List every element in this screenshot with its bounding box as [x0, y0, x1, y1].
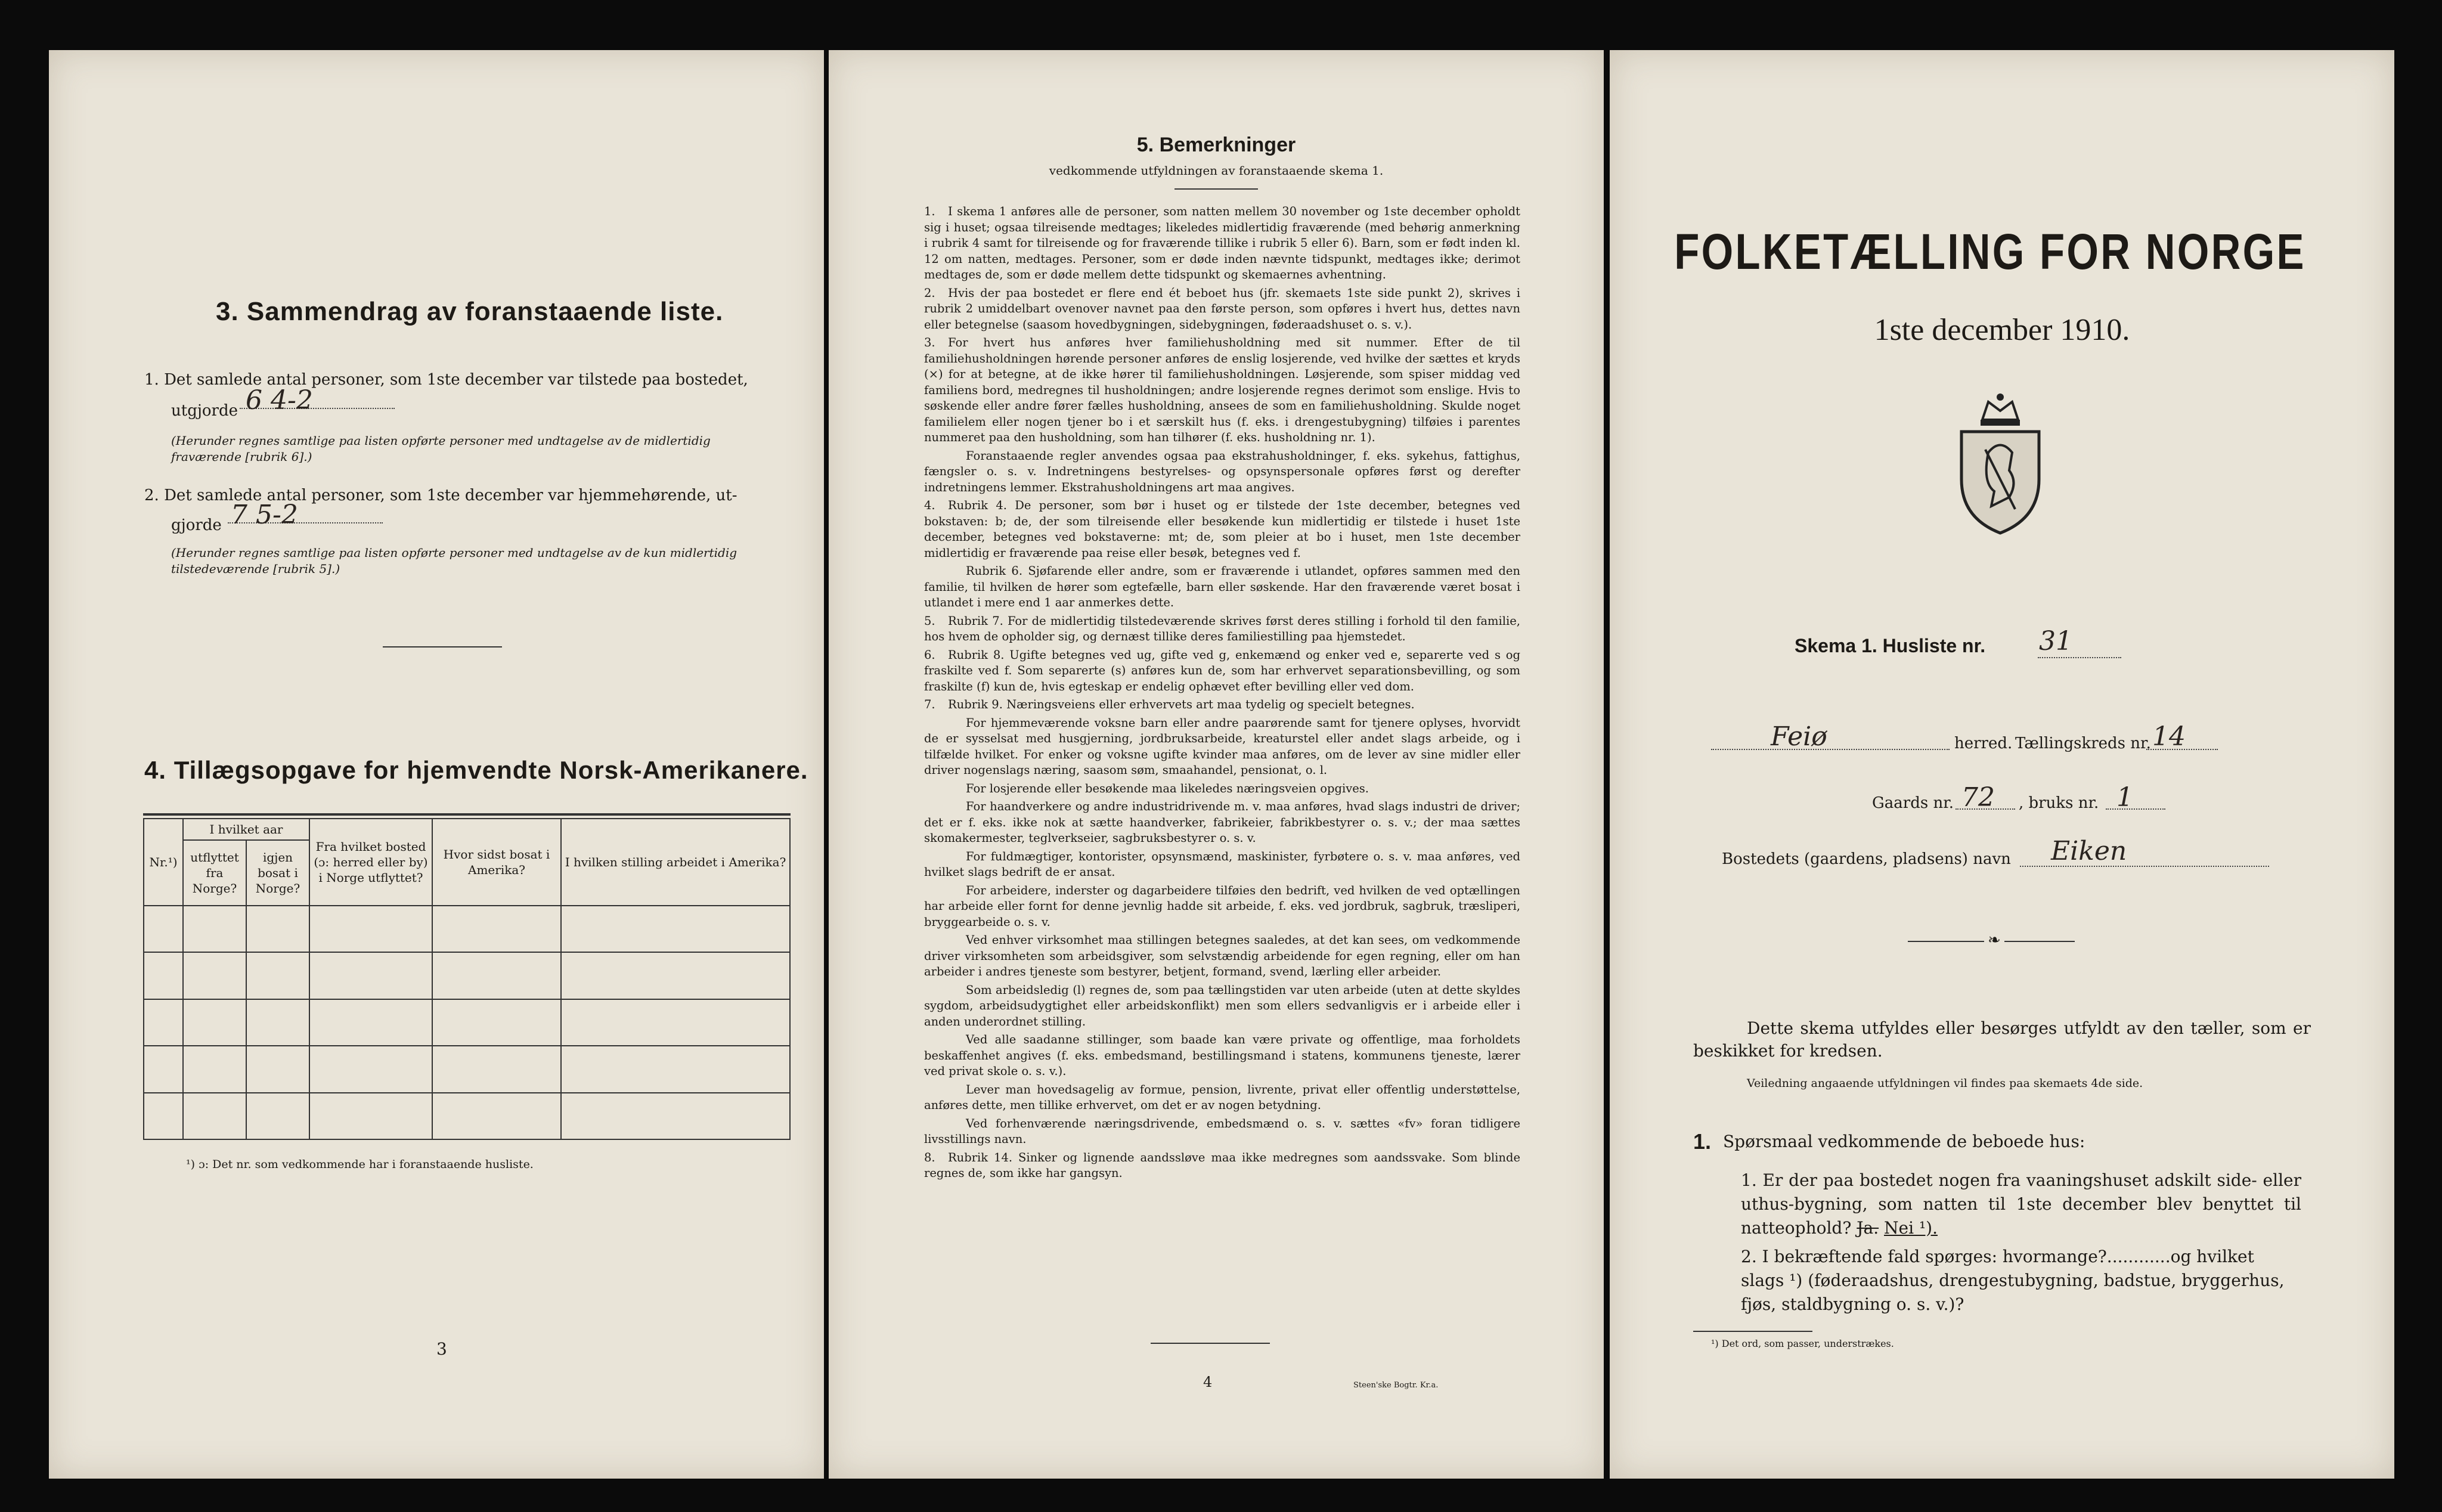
- remark-text: For arbeidere, inderster og dagarbeidere tilføies den bedrift, ved hvilken de ved optællingen har arbeide eller fornt for denne jevnlig hadde sit arbeide, f. eks. ved jordbruk, sagbruk, træsliperi, bryggearbeide o. s. v.: [924, 883, 1520, 929]
- remark-text: Rubrik 9. Næringsveiens eller erhvervets art maa tydelig og specielt betegnes.: [948, 698, 1415, 711]
- answer-nei: Nei ¹).: [1884, 1218, 1938, 1238]
- col-stilling: I hvilken stilling arbeidet i Amerika?: [561, 819, 790, 906]
- remark-number: 1.: [924, 205, 935, 218]
- remark-number: 7.: [924, 698, 935, 711]
- col-utflyttet: utflyttet fra Norge?: [183, 840, 246, 906]
- remarks-divider: [1174, 188, 1258, 190]
- table-row: [144, 906, 790, 952]
- remark-item: [924, 204, 1520, 283]
- remarks-title: 5. Bemerkninger: [1136, 134, 1296, 156]
- remark-text: Rubrik 4. De personer, som bør i huset og er tilstede der 1ste december, betegnes ved bokstaven: b; de, der som tilreisende eller besøkende kun midlertidig er tilstede i huset 1ste december, betegnes ved bokstaverne: mt; de, som pleier at bo i huset, men 1ste december midlertidig er fraværende paa reise eller besøk, betegnes ved f.: [924, 498, 1520, 560]
- remark-number: 6.: [924, 647, 935, 662]
- remark-item: [924, 563, 1520, 611]
- remark-item: [924, 715, 1520, 779]
- krets-label: Tællingskreds nr.: [2015, 735, 2151, 752]
- item2-prefix: gjorde: [171, 516, 222, 534]
- answer-ja: Ja.: [1857, 1218, 1879, 1238]
- remark-text: Rubrik 6. Sjøfarende eller andre, som er fraværende i utlandet, opføres sammen med den familie, til hvilken de hører som egtefælle, barn eller søskende. Har den fraværende været bosat i utlandet i mere end 1 aar anmerkes dette.: [924, 564, 1520, 609]
- intro-text: Dette skema utfyldes eller besørges utfyldt av den tæller, som er beskikket for kredsen.: [1693, 1018, 2311, 1061]
- table-row: [144, 952, 790, 999]
- gaard-handwritten: 72: [1961, 782, 1995, 813]
- remark-text: Foranstaaende regler anvendes ogsaa paa ekstrahusholdninger, f. eks. sykehus, fattighus, fængsler o. s. v. Indretningens bestyrelses- og opsynspersonale opføres først og derefter indretningens lemmer. Ekstrahusholdningens art maa angives.: [924, 448, 1520, 494]
- remark-item: [924, 498, 1520, 561]
- remark-text: For losjerende eller besøkende maa likeledes næringsveien opgives.: [966, 781, 1369, 795]
- footnote: ¹) Det ord, som passer, understrækes.: [1711, 1338, 1894, 1349]
- veiledning-text: Veiledning angaaende utfyldningen vil findes paa skemaets 4de side.: [1747, 1077, 2143, 1090]
- remark-item: [924, 614, 1520, 645]
- remark-number: 2.: [924, 286, 935, 300]
- main-title: FOLKETÆLLING FOR NORGE: [1674, 224, 2306, 280]
- remark-item: [924, 799, 1520, 847]
- remark-text: Ved enhver virksomhet maa stillingen betegnes saaledes, at det kan sees, om vedkommende driver virksomheten som arbeidsgiver, som selvstændig arbeidende for egen regning, eller om han arbeider i andres tjeneste som bestyrer, betjent, formand, svend, lærling eller arbeider.: [924, 933, 1520, 978]
- item1-text: 1. Det samlede antal personer, som 1ste december var tilstede paa bostedet,: [144, 371, 748, 389]
- remark-number: 4.: [924, 498, 935, 512]
- item1-prefix: utgjorde: [171, 402, 238, 420]
- remark-item: [924, 983, 1520, 1030]
- table-row: [144, 1046, 790, 1092]
- item2-note: (Herunder regnes samtlige paa listen opførte personer med undtagelse av de kun midlertidig tilstedeværende [rubrik 5].): [171, 546, 737, 576]
- remark-text: Ved alle saadanne stillinger, som baade kan være private og offentlige, maa forholdets beskaffenhet angives (f. eks. embedsmand, bestillingsmand i statens, kommunens tjeneste, lærer ved privat skole o. s. v.).: [924, 1033, 1520, 1078]
- question-2: 2. I bekræftende fald spørges: hvormange?............og hvilket slags ¹) (føderaadshus, drengestubygning, badstue, bryggerhus, fjøs, staldbygning o. s. v.)?: [1741, 1247, 2285, 1314]
- item1-note: (Herunder regnes samtlige paa listen opførte personer med undtagelse av de midlertidig fraværende [rubrik 6].): [171, 433, 711, 464]
- gaard-label: Gaards nr.: [1872, 794, 1954, 812]
- remark-text: Hvis der paa bostedet er flere end ét beboet hus (jfr. skemaets 1ste side punkt 2), skrives i rubrik 2 umiddelbart ovenover navnet paa den første person, som opføres i hvert hus, dettes navn eller betegnelse (saasom hovedbygningen, sidebygningen, føderaadshuset o. s. v.).: [924, 286, 1520, 331]
- table-row: [144, 1093, 790, 1139]
- remark-text: For fuldmægtiger, kontorister, opsynsmænd, maskinister, fyrbøtere o. s. v. maa anføres, ved hvilket slags bedrift de er ansat.: [924, 849, 1520, 879]
- remark-item: [924, 647, 1520, 695]
- item2-handwritten: 7 5-2: [231, 500, 298, 530]
- herred-line: [1711, 749, 1950, 750]
- remark-item: [924, 335, 1520, 446]
- page-number: 4: [1203, 1374, 1213, 1390]
- col-hvor: Hvor sidst bosat i Amerika?: [432, 819, 561, 906]
- remark-item: [924, 697, 1520, 713]
- remarks-subtitle: vedkommende utfyldningen av foranstaaende skema 1.: [1049, 163, 1384, 178]
- table-top-rule: [143, 813, 791, 816]
- table-row: [144, 999, 790, 1046]
- remark-item: [924, 1082, 1520, 1114]
- questions-title: Spørsmaal vedkommende de beboede hus:: [1723, 1132, 2085, 1151]
- coat-of-arms-icon: [1944, 390, 2057, 539]
- remark-number: 5.: [924, 614, 935, 628]
- item1-handwritten: 6 4-2: [246, 385, 313, 416]
- remark-text: Rubrik 7. For de midlertidig tilstedeværende skrives først deres stilling i forhold til den familie, hos hvem de opholder sig, og dernæst tillike deres familiestilling paa hjemstedet.: [924, 614, 1520, 643]
- remark-text: For hjemmeværende voksne barn eller andre paarørende samt for tjenere oplyses, hvorvidt de er sysselsat med husgjerning, jordbruksarbeide, kreaturstel eller andet slags arbeide, og i tilfælde hvilket. For enker og voksne ugifte kvinder maa anføres, om de lever av sine midler eller driver nogenslags næring, saasom søm, smaahandel, pensionat, o. l.: [924, 715, 1520, 777]
- table-footnote: ¹) ɔ: Det nr. som vedkommende har i foranstaaende husliste.: [186, 1158, 534, 1171]
- remark-item: [924, 286, 1520, 333]
- ornament-icon: ❧: [1984, 931, 2004, 949]
- remark-item: [924, 1150, 1520, 1182]
- bruk-handwritten: 1: [2116, 782, 2133, 813]
- question-1: [1741, 1169, 2301, 1240]
- remark-item: [924, 883, 1520, 931]
- remark-text: For haandverkere og andre industridrivende m. v. maa anføres, hvad slags industri de driver; det er f. eks. ikke nok at sætte haandverker, fabrikeier, fabrikbestyrer o. s. v.; der maa sættes skomakermester, teglverkseier, sagbruksbestyrer o. s. v.: [924, 800, 1520, 845]
- col-group-aar: I hvilket aar: [183, 819, 309, 840]
- remark-number: 3.: [924, 336, 935, 349]
- page-number: 3: [436, 1339, 447, 1359]
- col-igjen: igjen bosat i Norge?: [246, 840, 309, 906]
- bottom-divider: [1151, 1343, 1270, 1344]
- question-1-text: 1. Er der paa bostedet nogen fra vaaningshuset adskilt side- eller uthus-bygning, som natten til 1ste december blev benyttet til natteophold?: [1741, 1170, 2301, 1238]
- krets-handwritten: 14: [2152, 721, 2186, 752]
- husliste-nr-handwritten: 31: [2039, 626, 2072, 656]
- item2-text: 2. Det samlede antal personer, som 1ste december var hjemmehørende, ut-: [144, 487, 737, 504]
- page-left: [49, 50, 824, 1479]
- divider: [383, 646, 502, 647]
- bruk-label: , bruks nr.: [2019, 794, 2099, 812]
- col-nr: Nr.¹): [144, 819, 183, 906]
- printer-mark: Steen'ske Bogtr. Kr.a.: [1353, 1381, 1439, 1390]
- remark-item: [924, 1116, 1520, 1148]
- remark-item: [924, 448, 1520, 496]
- remark-number: 8.: [924, 1150, 935, 1164]
- schema-label: Skema 1. Husliste nr.: [1795, 635, 1986, 656]
- remark-text: For hvert hus anføres hver familiehusholdning med sit nummer. Efter de til familiehusholdningen hørende personer anføres de enslig losjerende, ved hvilke der sættes et kryds (×) for at betegne, at de ikke hører til familiehusholdningen. Løsjerende, som spiser middag ved familiens bord, medregnes til husholdningen; andre losjerende regnes derimot som enslige. Hvis to søskende eller andre fører fælles husholdning, ansees de som en familiehusholdning. Skulde noget familielem eller nogen tjener bo i et særskilt hus (f. eks. i drengestubygning) tilføies i parentes nummeret paa den husholdning, som han tilhører (f. eks. husholdning nr. 1).: [924, 336, 1520, 444]
- remark-text: Rubrik 8. Ugifte betegnes ved ug, gifte ved g, enkemænd og enker ved e, separerte ved s og fraskilte ved f. Som separerte (s) anføres kun de, som har erhvervet separationsbevilling, og som fraskilte (f) kun de, hvis egteskap er endelig ophævet efter bevilling eller ved dom.: [924, 647, 1520, 693]
- section3-title: 3. Sammendrag av foranstaaende liste.: [216, 297, 724, 326]
- page-right: [1610, 50, 2394, 1479]
- remark-text: I skema 1 anføres alle de personer, som natten mellem 30 november og 1ste december opholdt sig i huset; ogsaa tilreisende medtages; likeledes midlertidig fraværende (med behørig anmerkning i rubrik 4 samt for tilreisende og for fraværende tillike i rubrik 5 eller 6). Barn, som er født inden kl. 12 om natten, medtages. Personer, som er døde inden nævnte tidspunkt, medtages ikke; derimot medtages de, som er døde mellem dette tidspunkt og skemaernes avhentning.: [924, 205, 1520, 281]
- bruk-line: [2106, 808, 2165, 810]
- remark-text: Lever man hovedsagelig av formue, pension, livrente, privat eller offentlig understøttelse, anføres dette, men tillike erhvervet, om det er av nogen betydning.: [924, 1082, 1520, 1112]
- remarks-list: [924, 204, 1520, 1184]
- census-date: 1ste december 1910.: [1874, 313, 2130, 347]
- herred-label: herred.: [1954, 735, 2013, 752]
- remark-text: Som arbeidsledig (l) regnes de, som paa tællingstiden var uten arbeide (uten at dette skyldes sygdom, arbeidsudygtighet eller arbeidskonflikt) men som ellers sedvanligvis er i arbeide eller i anden underordnet stilling.: [924, 983, 1520, 1028]
- remark-item: [924, 849, 1520, 881]
- norsk-amerikanere-table: [143, 818, 791, 1140]
- remark-item: [924, 932, 1520, 980]
- remark-text: Ved forhenværende næringsdrivende, embedsmænd o. s. v. sættes «fv» foran tidligere livsstillings navn.: [924, 1116, 1520, 1146]
- bosted-handwritten: Eiken: [2051, 836, 2127, 866]
- footnote-rule: [1693, 1331, 1812, 1332]
- section4-title: 4. Tillægsopgave for hjemvendte Norsk-Amerikanere.: [144, 756, 808, 784]
- husliste-line: [2038, 657, 2121, 658]
- bosted-label: Bostedets (gaardens, pladsens) navn: [1722, 850, 2011, 868]
- page-middle: [829, 50, 1604, 1479]
- herred-handwritten: Feiø: [1771, 721, 1827, 752]
- remark-text: Rubrik 14. Sinker og lignende aandssløve maa ikke medregnes som aandssvake. Som blinde regnes de, som ikke har gangsyn.: [924, 1150, 1520, 1180]
- remark-item: [924, 781, 1520, 797]
- questions-number: 1.: [1693, 1129, 1712, 1154]
- col-fra: Fra hvilket bosted (ɔ: herred eller by) i Norge utflyttet?: [309, 819, 432, 906]
- remark-item: [924, 1032, 1520, 1080]
